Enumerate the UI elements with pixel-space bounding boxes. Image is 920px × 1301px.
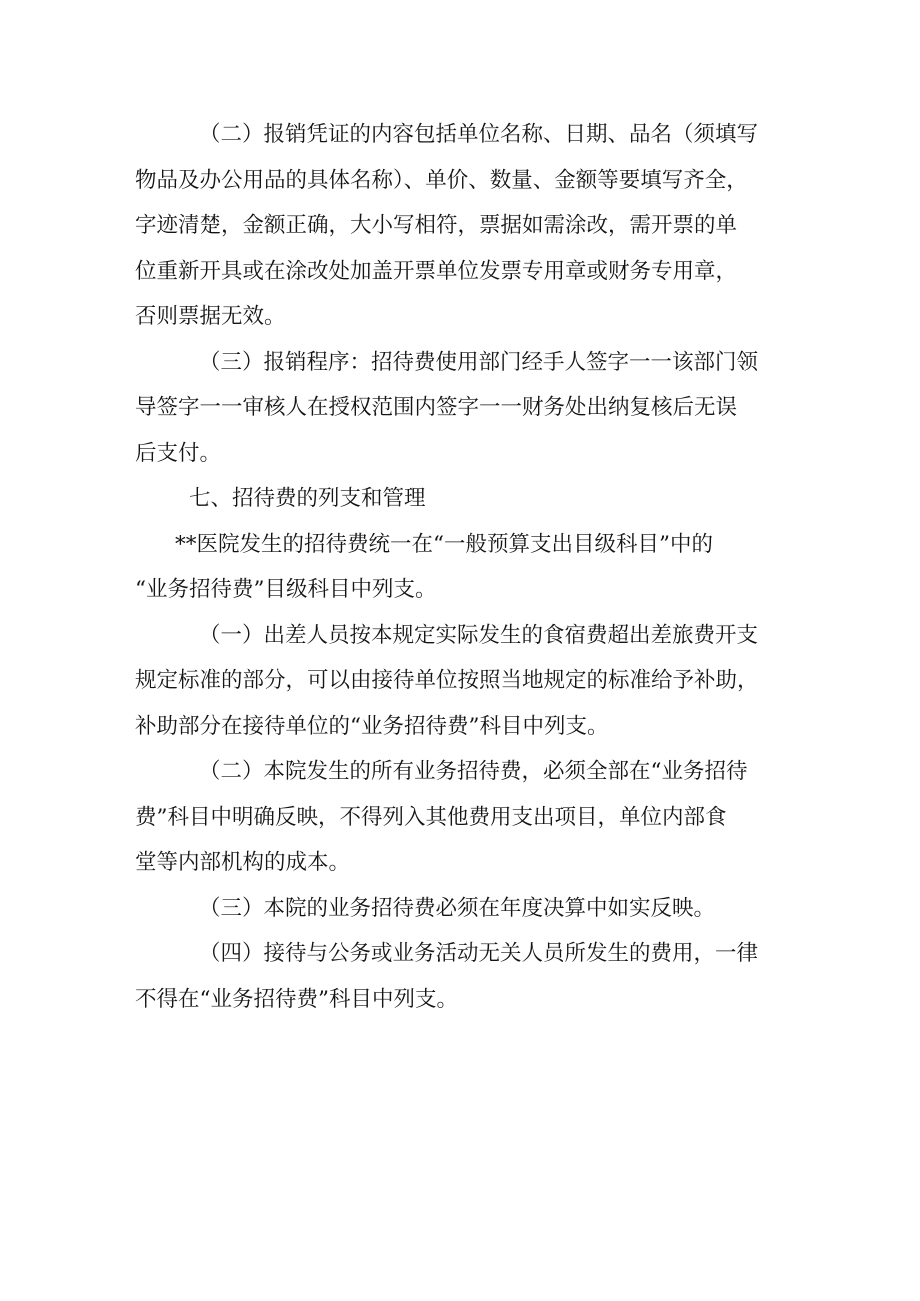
paragraph-line: 堂等内部机构的成本。: [135, 850, 351, 875]
paragraph-line: 后支付。: [135, 440, 222, 466]
paragraph-line: （三）报销程序：招待费使用部门经手人签字一一该部门领: [199, 349, 759, 375]
section-heading-text: 七、招待费的列支和管理: [189, 486, 426, 511]
section-heading-7: [135, 476, 795, 522]
paragraph-line: 导签字一一审核人在授权范围内签字一一财务处出纳复核后无误: [135, 395, 738, 420]
paragraph-travel-subsidy: [135, 613, 795, 750]
paragraph-all-expenses: [135, 749, 795, 886]
paragraph-line: 物品及办公用品的具体名称）、单价、数量、金额等要填写齐全，: [135, 167, 748, 193]
paragraph-line: 字迹清楚，金额正确，大小写相符，票据如需涂改，需开票的单: [135, 213, 738, 238]
paragraph-line: “业务招待费”目级科目中列支。: [135, 577, 437, 602]
paragraph-line: 规定标准的部分，可以由接待单位按照当地规定的标准给予补助，: [135, 668, 759, 693]
document-body: [135, 112, 795, 1022]
paragraph-line: 费”科目中明确反映，不得列入其他费用支出项目，单位内部食: [135, 804, 727, 830]
paragraph-voucher-content: [135, 112, 795, 340]
paragraph-reimbursement-procedure: [135, 340, 795, 477]
paragraph-line: 补助部分在接待单位的“业务招待费”科目中列支。: [135, 713, 609, 739]
paragraph-line: **医院发生的招待费统一在“一般预算支出目级科目”中的: [175, 531, 713, 557]
paragraph-line: （四）接待与公务或业务活动无关人员所发生的费用，一律: [199, 941, 759, 966]
paragraph-line: （三）本院的业务招待费必须在年度决算中如实反映。: [199, 895, 716, 921]
paragraph-annual-accounts: [135, 886, 795, 932]
paragraph-line: （二）报销凭证的内容包括单位名称、日期、品名（须填写: [199, 122, 759, 147]
paragraph-line: （二）本院发生的所有业务招待费，必须全部在“业务招待: [199, 759, 748, 784]
paragraph-budget-subject: [135, 522, 795, 613]
paragraph-line: （一）出差人员按本规定实际发生的食宿费超出差旅费开支: [199, 622, 759, 648]
paragraph-line: 位重新开具或在涂改处加盖开票单位发票专用章或财务专用章，: [135, 258, 738, 284]
paragraph-line: 否则票据无效。: [135, 304, 286, 329]
paragraph-line: 不得在“业务招待费”科目中列支。: [135, 986, 458, 1012]
paragraph-unrelated-persons: [135, 931, 795, 1022]
